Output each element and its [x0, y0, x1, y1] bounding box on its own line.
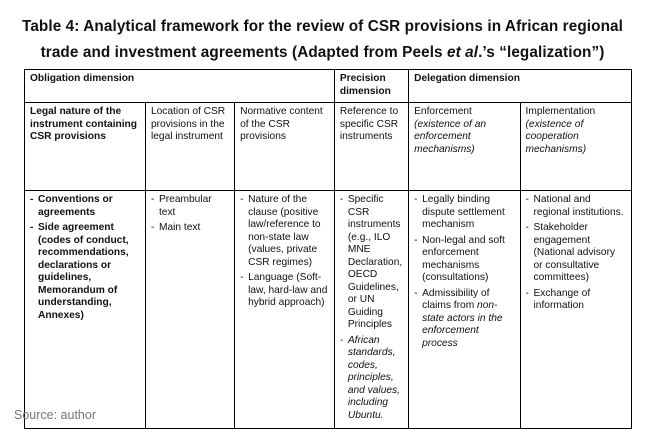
list-item: - Specific CSR instruments (e.g., ILO MNE Declaration, OECD Guidelines, or UN Guiding Principles — [340, 194, 403, 332]
enforcement-header-note: (existence of an enforcement mechanisms) — [414, 118, 487, 155]
normative-list — [240, 194, 329, 310]
implementation-header — [520, 103, 631, 191]
caption-et-al: et al — [447, 44, 479, 61]
caption-line-2 — [0, 40, 645, 66]
list-item: - Non-legal and soft enforcement mechanisms (consultations) — [414, 235, 514, 285]
list-item: - Side agreement (codes of conduct, recommendations, declarations or guidelines, Memorandum of understanding, Annexes) — [30, 222, 140, 322]
list-item: - Stakeholder engagement (National advisory or consultative committees) — [526, 222, 626, 285]
enforcement-cell — [409, 191, 520, 429]
subheader-row — [25, 103, 632, 191]
normative-cell — [235, 191, 335, 429]
non-state-actors-text: non- state actors in the enforcement process — [422, 300, 503, 349]
obligation-dimension-header: Obligation dimension — [25, 70, 335, 103]
dimension-header-row — [25, 70, 632, 103]
table-caption — [0, 14, 645, 66]
reference-cell — [334, 191, 408, 429]
list-item: - Language (Soft-law, hard-law and hybrid approach) — [240, 272, 329, 310]
location-header: Location of CSR provisions in the legal instrument — [145, 103, 234, 191]
framework-table — [24, 69, 632, 429]
reference-list — [340, 194, 403, 422]
legal-nature-cell — [25, 191, 146, 429]
implementation-header-title: Implementation — [525, 106, 596, 117]
list-item — [414, 288, 514, 351]
caption-line-1: Table 4: Analytical framework for the review of CSR provisions in African regional — [22, 18, 623, 35]
list-item: - Conventions or agreements — [30, 194, 140, 219]
implementation-cell — [520, 191, 631, 429]
source-note: Source: author — [14, 408, 96, 422]
reference-header: Reference to specific CSR instruments — [334, 103, 408, 191]
enforcement-list — [414, 194, 514, 350]
body-row — [25, 191, 632, 429]
list-item: - Nature of the clause (positive law/reference to non-state law (values, private CSR regimes) — [240, 194, 329, 269]
legal-nature-list — [30, 194, 140, 322]
list-item: - Legally binding dispute settlement mechanism — [414, 194, 514, 232]
location-list — [151, 194, 229, 235]
enforcement-header — [409, 103, 520, 191]
admissibility-text: Admissibility of claims from — [422, 287, 490, 311]
implementation-list — [526, 194, 626, 313]
list-item: - African standards, codes, principles, and values, including Ubuntu. — [340, 335, 403, 423]
list-item: - Preambular text — [151, 194, 229, 219]
list-item: - National and regional institutions. — [526, 194, 626, 219]
precision-dimension-header: Precision dimension — [334, 70, 408, 103]
normative-content-header: Normative content of the CSR provisions — [235, 103, 335, 191]
legal-nature-header: Legal nature of the instrument containing CSR provisions — [25, 103, 146, 191]
implementation-header-note: (existence of cooperation mechanisms) — [525, 118, 587, 155]
location-cell — [145, 191, 234, 429]
enforcement-header-title: Enforcement — [414, 106, 472, 117]
delegation-dimension-header: Delegation dimension — [409, 70, 632, 103]
caption-line-2-start: trade and investment agreements (Adapted from Peels — [40, 44, 448, 61]
list-item: - Main text — [151, 222, 229, 235]
caption-line-2-end: .’s “legalization”) — [478, 44, 605, 61]
list-item: - Exchange of information — [526, 288, 626, 313]
